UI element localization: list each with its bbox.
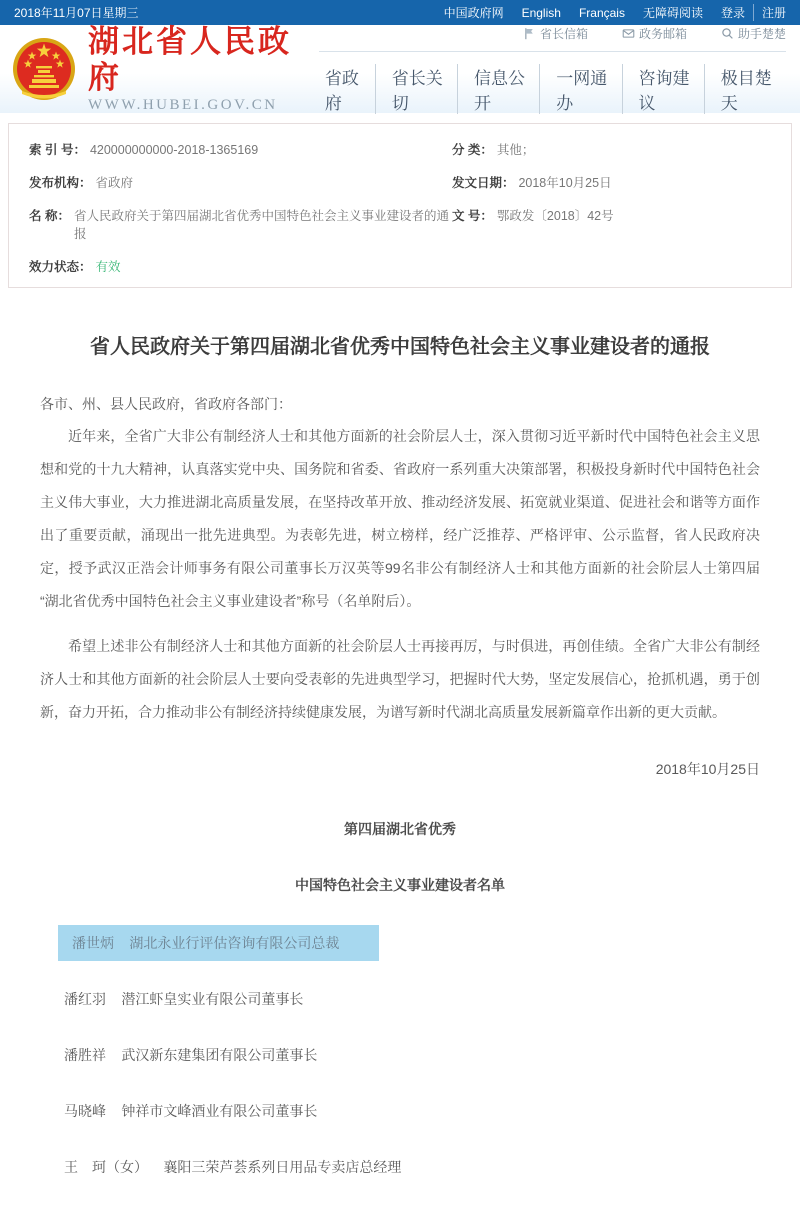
meta-doc-number-value: 鄂政发〔2018〕42号	[496, 209, 614, 223]
page-title: 省人民政府关于第四届湖北省优秀中国特色社会主义事业建设者的通报	[90, 336, 710, 358]
site-header	[0, 25, 800, 113]
meta-issuing-agency	[29, 173, 452, 191]
flag-icon	[523, 27, 536, 40]
brand-text	[88, 24, 319, 114]
governor-mailbox-link[interactable]	[523, 25, 588, 42]
document-date: 2018年10月25日	[655, 761, 760, 778]
national-emblem-icon	[12, 37, 76, 101]
site-url: WWW.HUBEI.GOV.CN	[88, 97, 278, 114]
nav-jimu-chutian[interactable]: 极目楚天	[720, 68, 772, 113]
meta-issue-date	[452, 173, 771, 191]
nav-consultation[interactable]: 咨询建议	[638, 68, 690, 113]
awardee-list	[40, 925, 760, 1185]
nav-one-network-service[interactable]: 一网通办	[556, 68, 608, 113]
awardee-row	[58, 1037, 760, 1073]
meta-agency-label: 发布机构：	[29, 176, 92, 190]
quick-links	[319, 25, 786, 52]
awardee-name: 潘世炳	[72, 935, 114, 952]
meta-category-value: 其他；	[496, 143, 535, 157]
meta-empty-cell	[452, 257, 771, 275]
meta-doc-name	[29, 206, 452, 242]
link-francais[interactable]: Français	[578, 5, 625, 20]
meta-index-label: 索 引 号：	[29, 143, 86, 157]
meta-validity-status	[29, 257, 452, 275]
awardee-name: 王 珂（女）	[64, 1159, 148, 1176]
meta-issue-date-value: 2018年10月25日	[518, 176, 612, 190]
meta-doc-number	[452, 206, 771, 242]
list-title-line1: 第四届湖北省优秀	[344, 821, 456, 838]
awardee-row	[58, 1149, 760, 1185]
site-name: 湖北省人民政府	[88, 23, 292, 95]
link-register[interactable]: 注册	[753, 4, 786, 21]
search-icon	[721, 27, 734, 40]
nav-governor-concerns[interactable]: 省长关切	[391, 68, 443, 113]
paragraph-1: 近年来，全省广大非公有制经济人士和其他方面新的社会阶层人士，深入贯彻习近平新时代中国特色社会主义思想和党的十九大精神，认真落实党中央、国务院和省委、省政府一系列重大决策部署，积极投身新时代中国特色社会主义伟大事业，大力推进湖北高质量发展，在坚持改革开放、推动经济发展、拓宽就业渠道、促进社会和谐等方面作出了重要贡献，涌现出一批先进典型。为表彰先进，树立榜样，经广泛推荐、严格评审、公示监督，省人民政府决定，授予武汉正浩会计师事务有限公司董事长万汉英等99名非公有制经济人士和其他方面新的社会阶层人士第四届“湖北省优秀中国特色社会主义事业建设者”称号（名单附后）。	[40, 428, 760, 610]
link-login[interactable]: 登录	[720, 6, 745, 20]
awardee-company: 襄阳三荣芦荟系列日用品专卖店总经理	[163, 1159, 402, 1176]
meta-agency-value: 省政府	[95, 176, 134, 190]
nav-provincial-gov[interactable]: 省政府	[324, 68, 359, 113]
meta-status-label: 效力状态：	[29, 260, 92, 274]
awardee-company: 钟祥市文峰酒业有限公司董事长	[121, 1103, 318, 1120]
paragraph-2: 希望上述非公有制经济人士和其他方面新的社会阶层人士再接再厉，与时俱进，再创佳绩。全省广大非公有制经济人士和其他方面新的社会阶层人士要向受表彰的先进典型学习，把握时代大势，坚定发展信心，抢抓机遇，勇于创新，奋力开拓，合力推动非公有制经济持续健康发展，为谱写新时代湖北高质量发展新篇章作出新的更大贡献。	[40, 638, 760, 721]
awardee-name: 潘胜祥	[64, 1047, 106, 1064]
document-body	[0, 332, 800, 1185]
awardee-company: 潜江虾皇实业有限公司董事长	[121, 991, 304, 1008]
assistant-chuchu-link[interactable]	[721, 25, 786, 42]
awardee-company: 湖北永业行评估咨询有限公司总裁	[129, 935, 340, 952]
meta-category	[452, 140, 771, 158]
awardee-name: 马晓峰	[64, 1103, 106, 1120]
main-nav	[319, 52, 786, 114]
link-gov-cn[interactable]: 中国政府网	[443, 6, 504, 20]
meta-doc-name-value: 省人民政府关于第四届湖北省优秀中国特色社会主义事业建设者的通报	[73, 209, 449, 241]
topbar	[0, 0, 800, 25]
nav-info-disclosure[interactable]: 信息公开	[474, 68, 526, 113]
link-accessibility[interactable]: 无障碍阅读	[642, 6, 703, 20]
meta-doc-name-label: 名 称：	[29, 209, 70, 223]
header-right	[319, 25, 786, 114]
topbar-date: 2018年11月07日星期三	[14, 6, 139, 20]
meta-issue-date-label: 发文日期：	[451, 176, 515, 190]
awardee-company: 武汉新东建集团有限公司董事长	[121, 1047, 318, 1064]
site-logo[interactable]	[12, 24, 319, 114]
awardee-row-highlighted	[58, 925, 760, 961]
gov-mail-label: 政务邮箱	[638, 26, 687, 41]
gov-mail-link[interactable]	[622, 25, 687, 42]
assistant-chuchu-label: 助手楚楚	[737, 26, 786, 41]
meta-index-value: 420000000000-2018-1365169	[89, 143, 259, 157]
meta-index-number	[29, 140, 452, 158]
link-english[interactable]: English	[521, 5, 561, 20]
awardee-name: 潘红羽	[64, 991, 106, 1008]
meta-category-label: 分 类：	[451, 143, 493, 157]
list-title-line2: 中国特色社会主义事业建设者名单	[295, 877, 505, 894]
salutation: 各市、州、县人民政府，省政府各部门：	[40, 396, 292, 412]
document-meta-box	[8, 123, 792, 288]
governor-mailbox-label: 省长信箱	[539, 26, 588, 41]
meta-doc-number-label: 文 号：	[451, 209, 493, 223]
mail-icon	[622, 27, 635, 40]
topbar-links	[426, 4, 786, 21]
awardee-row	[58, 1093, 760, 1129]
awardee-row	[58, 981, 760, 1017]
status-badge: 有效	[95, 260, 121, 274]
